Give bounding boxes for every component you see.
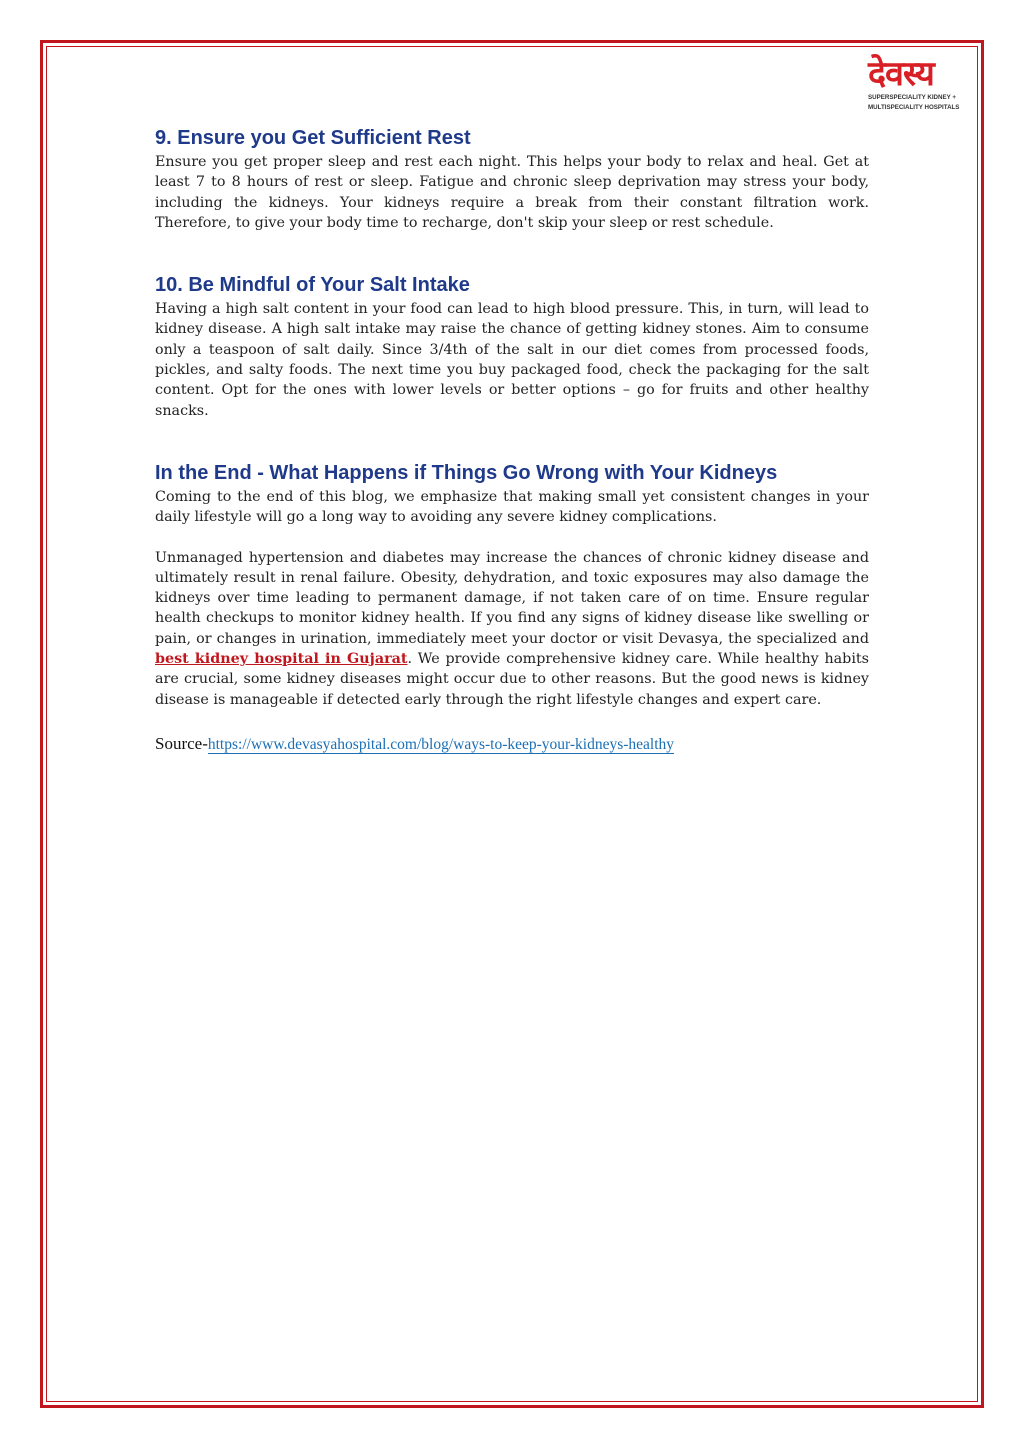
section-paragraph-with-link bbox=[155, 548, 869, 710]
section-in-the-end bbox=[155, 459, 869, 710]
section-heading: 9. Ensure you Get Sufficient Rest bbox=[155, 127, 471, 149]
source-label: Source- bbox=[155, 733, 208, 753]
section-paragraph: Having a high salt content in your food can lead to high blood pressure. This, in turn, will lead to kidney disease. A high salt intake may raise the chance of getting kidney stones. Aim to consume only a teaspoon of salt daily. Since 3/4th of the salt in our diet comes from processed foods, pickles, and salty foods. The next time you buy packaged food, check the packaging for the salt content. Opt for the ones with lower levels or better options – go for fruits and other healthy snacks. bbox=[155, 301, 869, 419]
article-content bbox=[155, 124, 869, 757]
paragraph-text-after-link: . We provide comprehensive kidney care. While healthy habits are crucial, some kidney diseases might occur due to other reasons. But the good news is kidney disease is manageable if detected early through the right lifestyle changes and expert care. bbox=[155, 651, 869, 708]
source-line bbox=[155, 732, 869, 757]
logo-tagline-line1: SUPERSPECIALITY KIDNEY + bbox=[868, 94, 956, 101]
section-sufficient-rest bbox=[155, 124, 869, 233]
section-heading: 10. Be Mindful of Your Salt Intake bbox=[155, 274, 470, 297]
logo-wordmark: देवस्य bbox=[868, 54, 934, 94]
best-kidney-hospital-link[interactable]: best kidney hospital in Gujarat bbox=[155, 651, 408, 668]
section-salt-intake bbox=[155, 271, 869, 421]
section-paragraph: Ensure you get proper sleep and rest each night. This helps your body to relax and heal. Get at least 7 to 8 hours of rest or sleep. Fatigue and chronic sleep deprivation may stress your body, including the kidneys. Your kidneys require a break from their constant filtration work. Therefore, to give your body time to recharge, don't skip your sleep or rest schedule. bbox=[155, 154, 869, 231]
source-url-link[interactable]: https://www.devasyahospital.com/blog/ways-to-keep-your-kidneys-healthy bbox=[207, 735, 675, 753]
paragraph-text-before-link: Unmanaged hypertension and diabetes may increase the chances of chronic kidney disease and ultimately result in renal failure. Obesity, dehydration, and toxic exposures may also damage the kidneys over time leading to permanent damage, if not taken care of on time. Ensure regular health checkups to monitor kidney health. If you find any signs of kidney disease like swelling or pain, or changes in urination, immediately meet your doctor or visit Devasya, the specialized and bbox=[155, 549, 869, 647]
devasya-logo bbox=[868, 56, 964, 118]
section-paragraph: Coming to the end of this blog, we emphasize that making small yet consistent changes in your daily lifestyle will go a long way to avoiding any severe kidney complications. bbox=[155, 488, 869, 526]
section-heading: In the End - What Happens if Things Go Wrong with Your Kidneys bbox=[155, 461, 778, 484]
logo-tagline-line2: MULTISPECIALITY HOSPITALS bbox=[868, 104, 960, 111]
